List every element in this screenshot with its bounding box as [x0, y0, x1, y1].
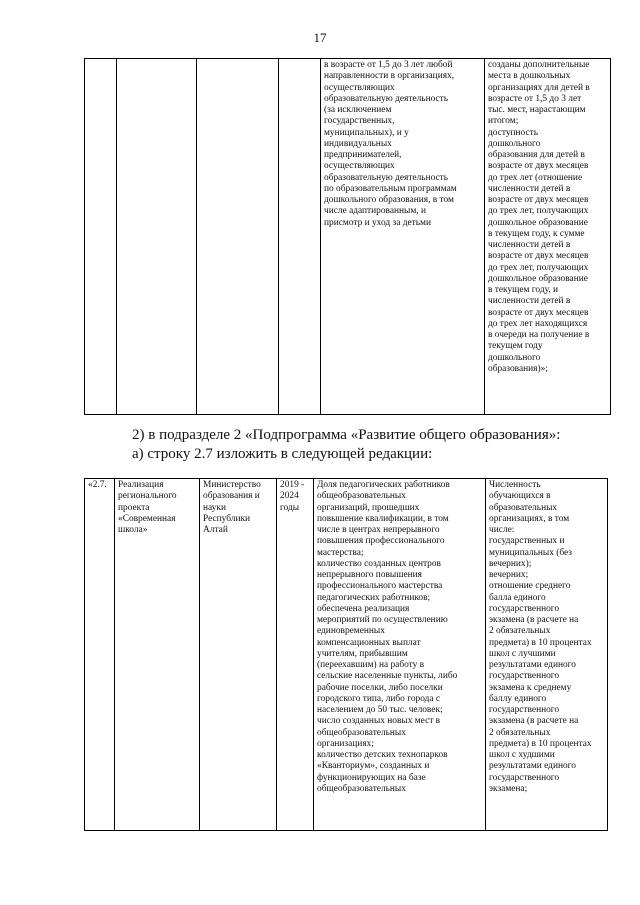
- text-line: мастерства;: [317, 547, 364, 558]
- text-line: организациях;: [317, 738, 374, 749]
- text-line: государственного: [489, 772, 560, 783]
- text-line: организаций, прошедших: [317, 502, 420, 513]
- text-line: результатами единого: [489, 761, 576, 772]
- text-line: численности детей в: [488, 296, 571, 307]
- text-line: Численность: [489, 480, 541, 490]
- text-line: повышение квалификации, в том: [317, 513, 449, 524]
- text-line: педагогических работников;: [317, 592, 431, 603]
- text-line: по образовательным программам: [324, 183, 457, 194]
- text-line: Министерство: [203, 480, 261, 490]
- text-line: 2019 -: [280, 480, 305, 490]
- text-line: образовательную деятельность: [324, 93, 449, 104]
- t1-cell-name: [117, 59, 197, 415]
- text-line: общеобразовательных: [317, 783, 406, 794]
- text-line: науки: [203, 502, 226, 513]
- text-line: тыс. мест, нарастающим: [488, 105, 586, 115]
- text-line: экзамена (в расчете на: [489, 716, 579, 727]
- text-line: осуществляющих: [324, 161, 395, 172]
- text-line: до трех лет (отношение: [488, 172, 583, 183]
- text-line: возрасте от двух месяцев: [488, 161, 589, 172]
- text-line: школ с худшими: [489, 750, 555, 760]
- text-line: экзамена к среднему: [489, 682, 572, 693]
- text-line: места в дошкольных: [488, 71, 571, 82]
- t2-cell-indicators: [314, 479, 486, 831]
- section-heading-1: 2) в подразделе 2 «Подпрограмма «Развитие общего образования»:: [132, 427, 561, 443]
- text-line: числе в центрах непрерывного: [317, 525, 440, 535]
- text-line: сельские населенные пункты, либо: [317, 671, 458, 682]
- text-line: предмета) в 10 процентах: [489, 738, 592, 749]
- text-line: до трех лет, получающих: [488, 262, 589, 273]
- text-line: регионального: [118, 491, 177, 502]
- text-line: предпринимателей,: [324, 150, 402, 160]
- text-line: дошкольного: [488, 138, 541, 149]
- text-line: присмотр и уход за детьми: [324, 217, 431, 228]
- text-line: в возрасте от 1,5 до 3 лет любой: [324, 60, 453, 70]
- text-line: населением до 50 тыс. человек;: [317, 705, 443, 715]
- text-line: количество созданных центров: [317, 558, 441, 569]
- text-line: текущем году: [488, 341, 543, 352]
- text-line: доступность: [488, 127, 539, 138]
- text-line: образования и: [203, 491, 260, 502]
- page-number: 17: [313, 30, 327, 45]
- text-line: непрерывного повышения: [317, 570, 422, 580]
- text-line: образования для детей в: [488, 150, 585, 160]
- text-line: общеобразовательных: [317, 491, 406, 502]
- text-line: функционирующих на базе: [317, 772, 426, 783]
- text-line: (за исключением: [324, 105, 392, 115]
- text-line: осуществляющих: [324, 82, 395, 93]
- text-line: число созданных новых мест в: [317, 716, 441, 727]
- text-line: возрасте от двух месяцев: [488, 307, 589, 318]
- text-line: числе адаптированным, и: [324, 206, 426, 217]
- text-line: обучающихся в: [489, 491, 551, 502]
- text-line: дошкольного образования, в том: [324, 195, 454, 205]
- text-line: муниципальных), и у: [324, 127, 409, 138]
- text-line: результатами единого: [489, 660, 576, 670]
- text-line: обеспечена реализация: [317, 603, 410, 614]
- text-line: в очереди на получение в: [488, 330, 590, 340]
- text-line: «Кванториум», созданных и: [317, 761, 430, 772]
- text-line: 2024: [280, 491, 299, 502]
- text-line: государственного: [489, 671, 560, 682]
- text-line: экзамена (в расчете на: [489, 615, 579, 625]
- text-line: (переехавшим) на работу в: [317, 660, 425, 670]
- text-line: организациях для детей в: [488, 82, 590, 93]
- text-line: повышения профессионального: [317, 536, 445, 547]
- text-line: вечерних);: [489, 558, 532, 569]
- text-line: школа»: [118, 525, 148, 535]
- text-line: в текущем году, и: [488, 285, 559, 295]
- table-row-2-7: [84, 478, 608, 831]
- text-line: итогом;: [488, 116, 519, 127]
- table-row: [85, 479, 608, 831]
- text-line: Реализация: [118, 480, 164, 490]
- text-line: 2 обязательных: [489, 727, 551, 738]
- text-line: государственного: [489, 603, 560, 614]
- text-line: баллу единого: [489, 693, 547, 704]
- t2-cell-name: [115, 479, 200, 831]
- text-line: количество детских технопарков: [317, 750, 448, 760]
- text-line: предмета) в 10 процентах: [489, 637, 592, 648]
- text-line: направленности в организациях,: [324, 71, 455, 82]
- text-line: школ с лучшими: [489, 648, 556, 659]
- text-line: муниципальных (без: [489, 547, 572, 558]
- text-line: государственных,: [324, 116, 395, 127]
- t1-cell-executor: [197, 59, 279, 415]
- text-line: учителям, прибывшим: [317, 648, 408, 659]
- text-line: «Современная: [118, 513, 176, 524]
- text-line: возрасте от 1,5 до 3 лет: [488, 93, 582, 104]
- table-row: [85, 59, 611, 415]
- text-line: проекта: [118, 502, 150, 513]
- text-line: образовательных: [489, 502, 558, 513]
- text-line: государственного: [489, 705, 560, 715]
- table-continuation: [84, 58, 611, 415]
- text-line: созданы дополнительные: [488, 60, 590, 70]
- t2-cell-targets: [486, 479, 608, 831]
- text-line: дошкольное образование: [488, 273, 588, 284]
- t1-cell-number: [85, 59, 117, 415]
- t2-cell-executor: [200, 479, 277, 831]
- text-line: возрасте от двух месяцев: [488, 251, 589, 262]
- text-line: годы: [280, 502, 300, 513]
- t2-cell-number: «2.7.: [85, 479, 115, 831]
- text-line: Доля педагогических работников: [317, 480, 450, 490]
- text-line: в текущем году, к сумме: [488, 228, 585, 239]
- text-line: 2 обязательных: [489, 626, 551, 637]
- text-line: численности детей в: [488, 240, 571, 250]
- text-line: отношение среднего: [489, 581, 571, 592]
- text-line: до трех лет находящихся: [488, 318, 588, 329]
- text-line: численности детей в: [488, 183, 571, 194]
- text-line: дошкольного: [488, 352, 541, 363]
- text-line: государственных и: [489, 536, 565, 547]
- text-line: экзамена;: [489, 783, 528, 794]
- text-line: образовательную деятельность: [324, 172, 449, 183]
- text-line: дошкольное образование: [488, 217, 588, 228]
- text-line: единовременных: [317, 626, 385, 637]
- t1-cell-targets: [485, 59, 611, 415]
- text-line: числе:: [489, 525, 515, 535]
- text-line: Алтай: [203, 525, 228, 535]
- section-heading-2: а) строку 2.7 изложить в следующей редакции:: [132, 446, 433, 462]
- text-line: до трех лет, получающих: [488, 206, 589, 217]
- t1-cell-period: [279, 59, 321, 415]
- text-line: вечерних;: [489, 570, 529, 580]
- text-line: городского типа, либо города с: [317, 693, 441, 704]
- t2-cell-period: [277, 479, 314, 831]
- text-line: балла единого: [489, 592, 546, 603]
- text-line: общеобразовательных: [317, 727, 406, 738]
- text-line: мероприятий по осуществлению: [317, 615, 448, 625]
- text-line: образования)»;: [488, 363, 548, 374]
- text-line: индивидуальных: [324, 138, 392, 149]
- text-line: Республики: [203, 513, 251, 524]
- text-line: профессионального мастерства: [317, 581, 443, 592]
- text-line: компенсационных выплат: [317, 637, 421, 648]
- text-line: организациях, в том: [489, 513, 570, 524]
- text-line: рабочие поселки, либо поселки: [317, 682, 443, 693]
- t1-cell-indicators: [321, 59, 485, 415]
- text-line: возрасте от двух месяцев: [488, 195, 589, 205]
